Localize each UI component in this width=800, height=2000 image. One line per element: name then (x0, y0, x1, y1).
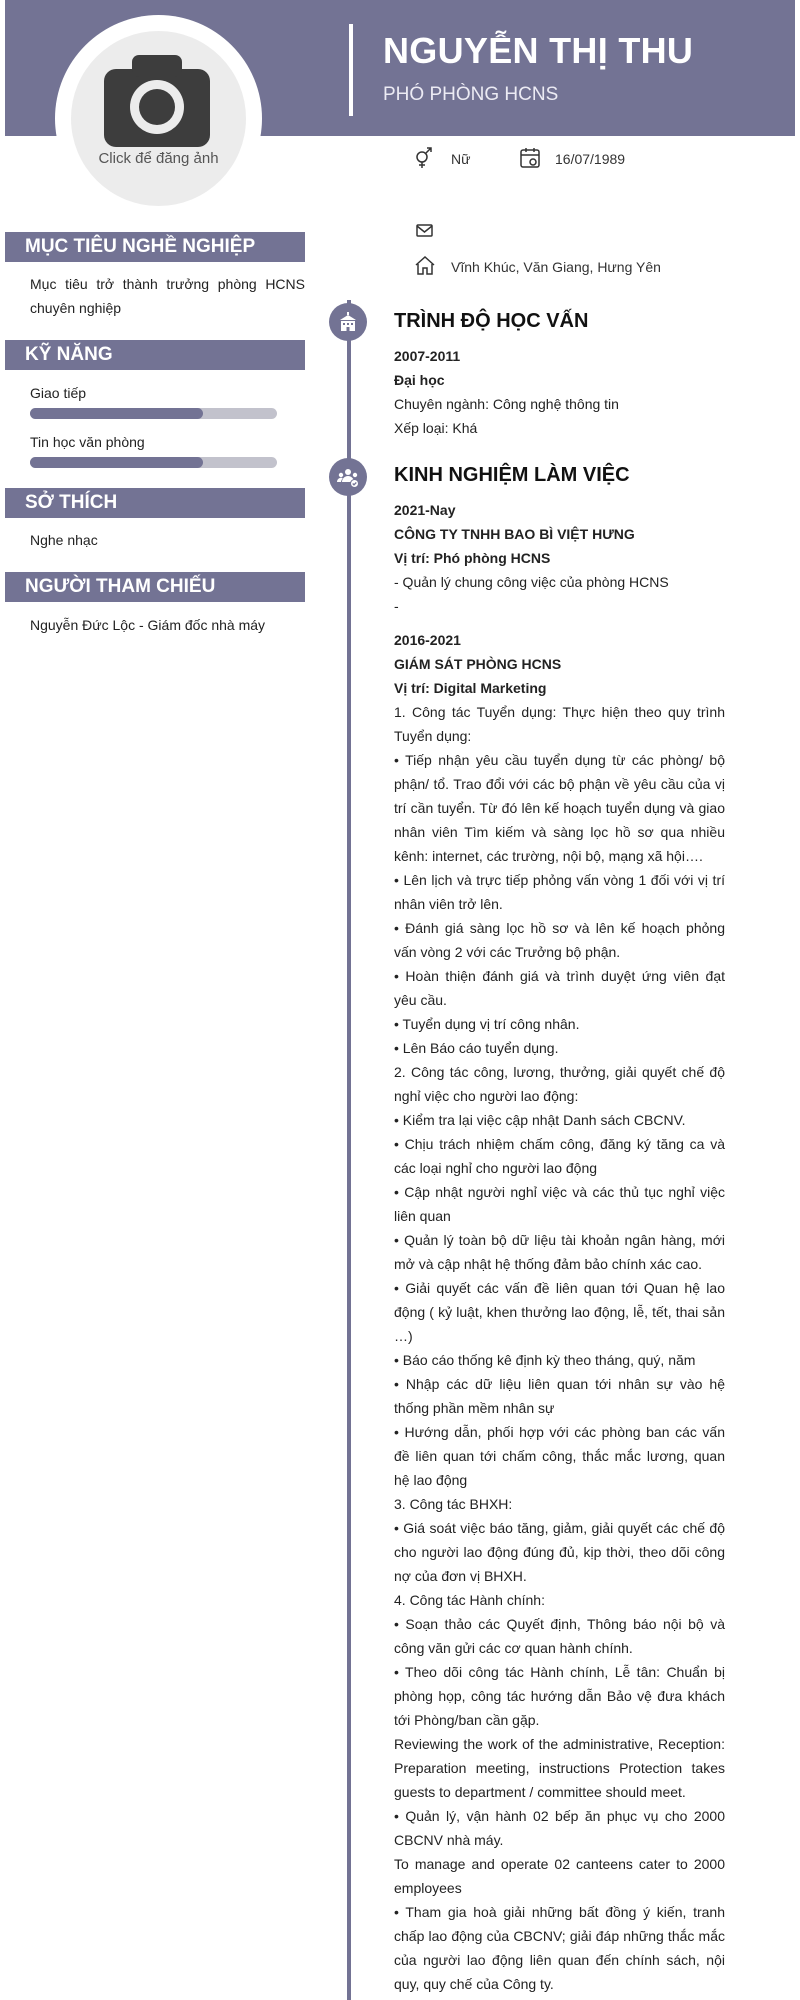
header-divider (349, 24, 353, 116)
skill-bar (30, 408, 277, 419)
job-duty-line[interactable]: 4. Công tác Hành chính: (394, 1592, 545, 1608)
job-role[interactable]: Vị trí: Digital Marketing (394, 680, 547, 696)
education-period[interactable]: 2007-2011 (394, 348, 461, 364)
skill-bar-fill (30, 408, 203, 419)
education-major[interactable]: Chuyên ngành: Công nghệ thông tin (394, 396, 619, 412)
job-company[interactable]: GIÁM SÁT PHÒNG HCNS (394, 656, 562, 672)
job-duty-line[interactable]: • Hoàn thiện đánh giá và trình duyệt ứng viên đạt yêu cầu. (394, 968, 725, 1008)
job-duty-line[interactable]: • Quản lý toàn bộ dữ liệu tài khoản ngân hàng, mới mở và cập nhật hệ thống đảm bảo chính xác cao. (394, 1232, 725, 1272)
skill-name[interactable]: Giao tiếp (30, 385, 87, 401)
job-duty-line[interactable]: • Nhập các dữ liệu liên quan tới nhân sự vào hệ thống phần mềm nhân sự (394, 1376, 725, 1416)
references-text[interactable]: Nguyễn Đức Lộc - Giám đốc nhà máy (30, 617, 266, 633)
job-duty-line[interactable]: • Lên lịch và trực tiếp phỏng vấn vòng 1 đối với vị trí nhân viên trở lên. (394, 872, 725, 912)
experience-icon (329, 458, 367, 496)
objective-text[interactable]: Mục tiêu trở thành trưởng phòng HCNS chuyên nghiệp (30, 276, 305, 316)
job-duty-line[interactable]: 1. Công tác Tuyển dụng: Thực hiện theo quy trình Tuyển dụng: (394, 704, 725, 744)
job-duties (394, 700, 725, 1996)
email-icon (413, 218, 437, 242)
job-period[interactable]: 2021-Nay (394, 502, 456, 518)
job-duty-line[interactable]: • Tham gia hoà giải những bất đồng ý kiến, tranh chấp lao động của CBCNV; giải đáp những thắc mắc của người lao động liên quan đến chính sách, nội quy, quy chế của Công ty. (394, 1904, 725, 1992)
experience-heading[interactable]: KINH NGHIỆM LÀM VIỆC (394, 464, 630, 486)
skills-heading[interactable]: KỸ NĂNG (25, 344, 113, 365)
skill-bar (30, 457, 277, 468)
birthdate-value[interactable]: 16/07/1989 (555, 151, 626, 167)
objective-heading[interactable]: MỤC TIÊU NGHỀ NGHIỆP (25, 236, 256, 257)
job-duty-line[interactable]: 2. Công tác công, lương, thưởng, giải quyết chế độ nghỉ việc cho người lao động: (394, 1064, 725, 1104)
job-description-line[interactable]: - Quản lý chung công việc của phòng HCNS (394, 574, 669, 590)
education-grade[interactable]: Xếp loại: Khá (394, 420, 478, 436)
hobbies-text[interactable]: Nghe nhạc (30, 532, 98, 548)
job-duty-line[interactable]: • Tiếp nhận yêu cầu tuyển dụng từ các phòng/ bộ phận/ tổ. Trao đổi với các bộ phận về yêu cầu của vị trí cần tuyển. Từ đó lên kế hoạch tuyển dụng và giao nhân viên Tìm kiếm và sàng lọc hồ sơ qua nhiều kênh: internet, các trường, nội bộ, mạng xã hội…. (394, 752, 725, 864)
job-duty-line[interactable]: • Soạn thảo các Quyết định, Thông báo nội bộ và công văn gửi các cơ quan hành chính. (394, 1616, 725, 1656)
job-company[interactable]: CÔNG TY TNHH BAO BÌ VIỆT HƯNG (394, 526, 635, 542)
job-duty-line[interactable]: • Kiểm tra lại việc cập nhật Danh sách CBCNV. (394, 1112, 686, 1128)
skill-name[interactable]: Tin học văn phòng (30, 434, 145, 450)
education-icon (329, 303, 367, 341)
job-period[interactable]: 2016-2021 (394, 632, 461, 648)
job-duty-line[interactable]: Reviewing the work of the administrative, Reception: Preparation meeting, instructions Protection takes guests to department / committee should meet. (394, 1736, 725, 1800)
job-duty-line[interactable]: 3. Công tác BHXH: (394, 1496, 513, 1512)
job-duty-line[interactable]: • Quản lý, vận hành 02 bếp ăn phục vụ cho 2000 CBCNV nhà máy. (394, 1808, 725, 1848)
job-duty-line[interactable]: • Theo dõi công tác Hành chính, Lễ tân: Chuẩn bị phòng họp, công tác hướng dẫn Bảo vệ đưa khách tới Phòng/ban cần gặp. (394, 1664, 725, 1728)
job-duty-line[interactable]: • Giá soát việc báo tăng, giảm, giải quyết các chế độ cho người lao động đúng đủ, kịp thời, theo dõi công nợ của đơn vị BHXH. (394, 1520, 725, 1584)
avatar-caption[interactable]: Click để đăng ảnh (98, 150, 219, 167)
job-duty-line[interactable]: • Lên Báo cáo tuyển dụng. (394, 1040, 559, 1056)
job-duty-line[interactable]: • Hướng dẫn, phối hợp với các phòng ban các vấn đề liên quan tới chấm công, thắc mắc lương, quan hệ lao động (394, 1424, 725, 1488)
education-heading[interactable]: TRÌNH ĐỘ HỌC VẤN (394, 310, 589, 332)
address-value[interactable]: Vĩnh Khúc, Văn Giang, Hưng Yên (451, 259, 661, 275)
job-duty-line[interactable]: • Cập nhật người nghỉ việc và các thủ tục nghỉ việc liên quan (394, 1184, 725, 1224)
education-degree[interactable]: Đại học (394, 372, 445, 388)
candidate-name[interactable]: NGUYỄN THỊ THU (383, 30, 694, 71)
camera-icon[interactable] (104, 55, 210, 147)
gender-value[interactable]: Nữ (451, 151, 471, 167)
job-duty-line[interactable]: • Giải quyết các vấn đề liên quan tới Quan hệ lao động ( kỷ luật, khen thưởng lao động, lễ, tết, thai sản …) (394, 1280, 725, 1344)
job-duty-line[interactable]: • Báo cáo thống kê định kỳ theo tháng, quý, năm (394, 1352, 696, 1368)
calendar-icon (518, 146, 542, 170)
timeline-line (347, 300, 351, 2000)
references-heading[interactable]: NGƯỜI THAM CHIẾU (25, 576, 216, 597)
job-duty-line[interactable]: • Chịu trách nhiệm chấm công, đăng ký tăng ca và các loại nghỉ cho người lao động (394, 1136, 725, 1176)
job-duty-line[interactable]: To manage and operate 02 canteens cater to 2000 employees (394, 1856, 725, 1896)
job-duty-line[interactable]: • Đánh giá sàng lọc hồ sơ và lên kế hoạch phỏng vấn vòng 2 với các Trưởng bộ phận. (394, 920, 725, 960)
job-description-line[interactable]: - (394, 598, 399, 614)
home-icon (413, 254, 437, 278)
candidate-position[interactable]: PHÓ PHÒNG HCNS (383, 84, 559, 105)
hobbies-heading[interactable]: SỞ THÍCH (25, 492, 118, 513)
job-role[interactable]: Vị trí: Phó phòng HCNS (394, 550, 551, 566)
gender-icon (413, 146, 437, 170)
skill-bar-fill (30, 457, 203, 468)
job-duty-line[interactable]: • Tuyển dụng vị trí công nhân. (394, 1016, 580, 1032)
